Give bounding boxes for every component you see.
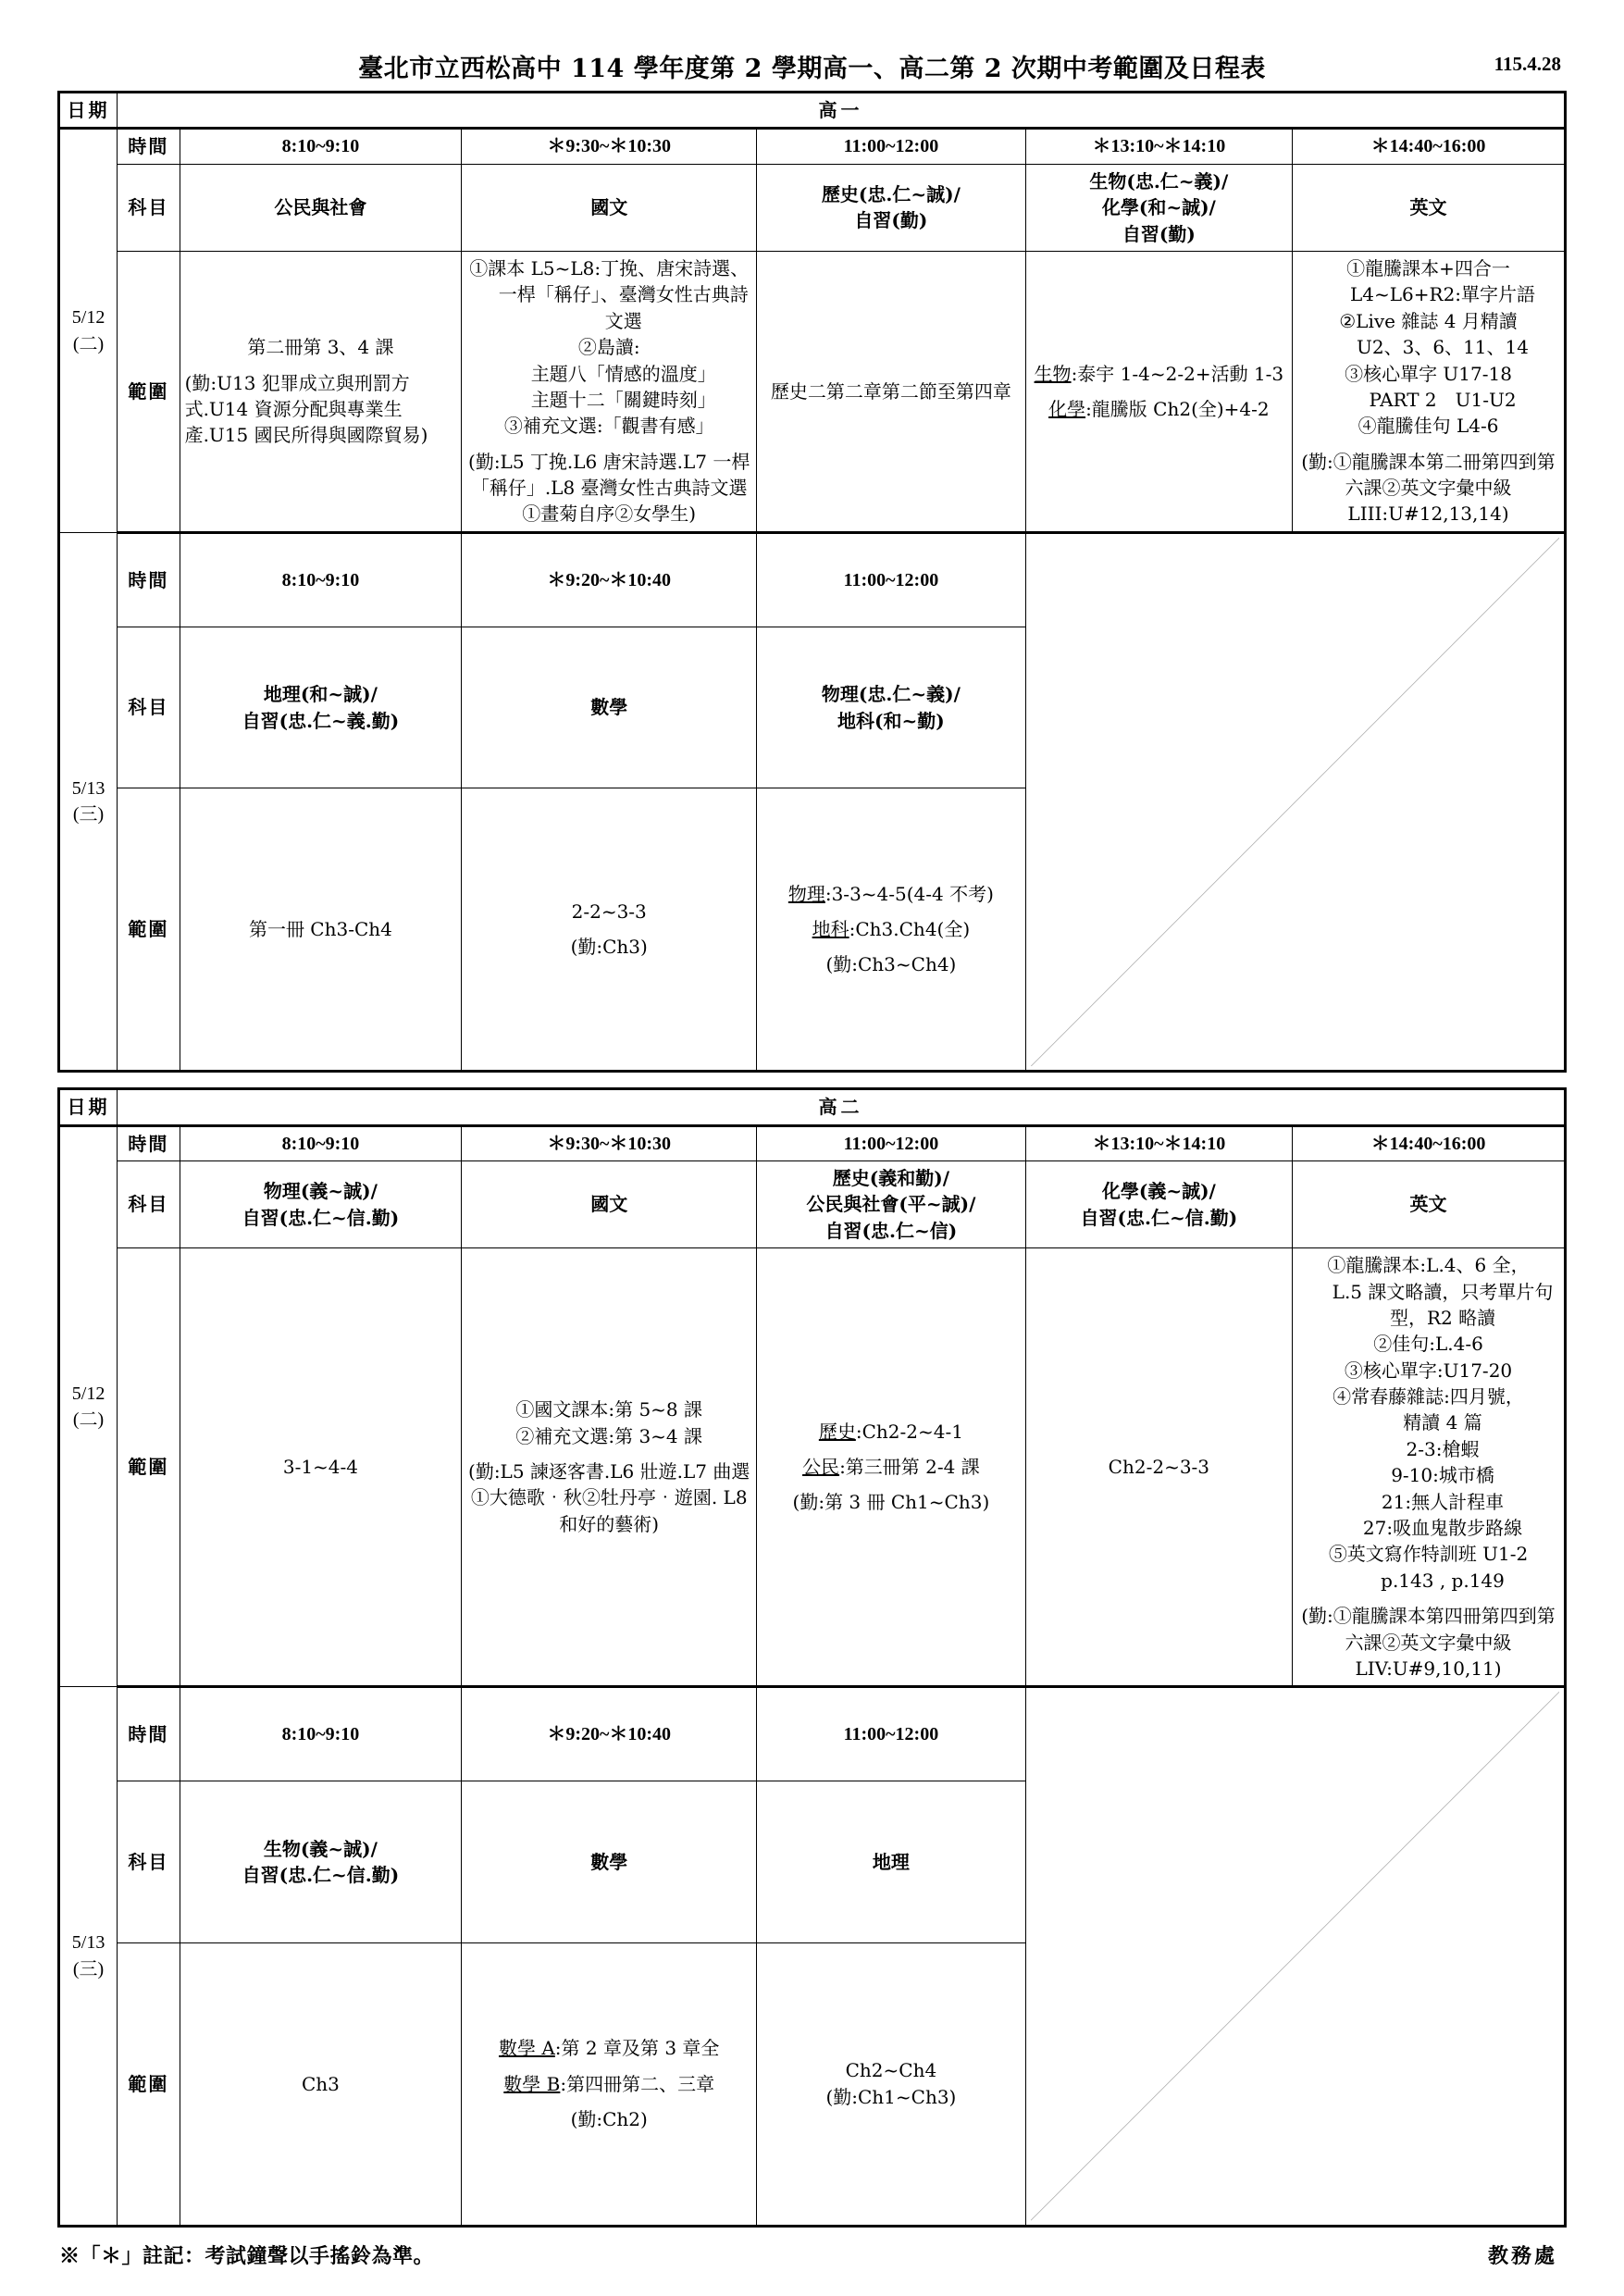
grade2-day1-time-5: ＊14:40~16:00 xyxy=(1293,1125,1566,1160)
grade1-day2-time-2: ＊9:20~＊10:40 xyxy=(462,532,757,627)
document-footer xyxy=(57,2240,1567,2277)
history-label: 歷史 xyxy=(818,1420,856,1443)
range-row-label: 範圍 xyxy=(118,1248,180,1687)
grade1-day2-range-math: 2-2~3-3 (勤:Ch3) xyxy=(462,788,757,1072)
grade2-day1-range-chemistry: Ch2-2~3-3 xyxy=(1025,1248,1292,1687)
subject-row-label: 科目 xyxy=(118,1160,180,1247)
grade1-day1-subject-2: 國文 xyxy=(462,164,757,251)
grade2-day2-time-3: 11:00~12:00 xyxy=(757,1687,1026,1781)
grade2-day1-subject-row xyxy=(59,1160,1566,1247)
chem-label: 化學 xyxy=(1048,397,1086,420)
grade1-day2-time-3: 11:00~12:00 xyxy=(757,532,1026,627)
grade2-day2-subject-2: 數學 xyxy=(462,1781,757,1943)
grade1-header-row xyxy=(59,93,1566,129)
grade1-day1-subject-row xyxy=(59,164,1566,251)
grade2-day1-subject-4: 化學(義~誠)/ 自習(忠.仁~信.勤) xyxy=(1025,1160,1292,1247)
time-row-label: 時間 xyxy=(118,129,180,164)
grade1-day2-subject-2: 數學 xyxy=(462,627,757,788)
civics-label: 公民 xyxy=(802,1456,840,1479)
grade1-day1-time-4: ＊13:10~＊14:10 xyxy=(1025,129,1292,164)
grade1-day1-range-history: 歷史二第二章第二節至第四章 xyxy=(757,251,1026,532)
grade2-header-row xyxy=(59,1089,1566,1125)
grade2-day1-subject-2: 國文 xyxy=(462,1160,757,1247)
grade2-day2-range-biology: Ch3 xyxy=(180,1942,462,2226)
subject-row-label: 科目 xyxy=(118,164,180,251)
grade2-day1-subject-1: 物理(義~誠)/ 自習(忠.仁~信.勤) xyxy=(180,1160,462,1247)
grade2-day1-range-english: ①龍騰課本:L.4、6 全， L.5 課文略讀，只考單片句型，R2 略讀 ②佳句:L.4-6 ③核心單字:U17-20 ④常春藤雜誌:四月號， 精讀 4 篇 2-3:槍蝦 9-10:城市橋 21:無人計程車 27:吸血鬼散步路線 ⑤英文寫作特訓班 U1-2 p.143 , p.149 (勤:①龍騰課本第四冊第四到第六課②英文字彙中級 LIV:U#9,10,11) xyxy=(1293,1248,1566,1687)
grade1-day1-subject-5: 英文 xyxy=(1293,164,1566,251)
grade2-title: 高二 xyxy=(118,1089,1566,1125)
grade1-day1-range-science: 生物:泰宇 1-4~2-2+活動 1-3 化學:龍騰版 Ch2(全)+4-2 xyxy=(1025,251,1292,532)
grade1-day1-time-2: ＊9:30~＊10:30 xyxy=(462,129,757,164)
grade2-day2-time-1: 8:10~9:10 xyxy=(180,1687,462,1781)
grade1-day1-subject-1: 公民與社會 xyxy=(180,164,462,251)
grade1-day2-time-row xyxy=(59,532,1566,627)
grade2-day1-date: 5/12 (二) xyxy=(59,1125,118,1687)
grade2-day2-empty-diagonal xyxy=(1025,1687,1565,2226)
time-row-label: 時間 xyxy=(118,1687,180,1781)
earth-science-label: 地科 xyxy=(812,918,849,941)
grade2-day2-time-row xyxy=(59,1687,1566,1781)
grade1-day2-subject-3: 物理(忠.仁~義)/ 地科(和~勤) xyxy=(757,627,1026,788)
grade1-day2-empty-diagonal xyxy=(1025,532,1565,1071)
issuing-office: 教務處 xyxy=(1487,2243,1557,2268)
grade2-day1-range-chinese: ①國文課本:第 5~8 課 ②補充文選:第 3~4 課 (勤:L5 諫逐客書.L6 壯遊.L7 曲選①大德歌‧秋②牡丹亭‧遊園. L8 和好的藝術) xyxy=(462,1248,757,1687)
grade1-schedule-table xyxy=(57,91,1567,1073)
table-separator xyxy=(57,1073,1567,1087)
physics-label: 物理 xyxy=(787,882,825,905)
grade1-day1-range-civics: 第二冊第 3、4 課 (勤:U13 犯罪成立與刑罰方式.U14 資源分配與專業生產.U15 國民所得與國際貿易) xyxy=(180,251,462,532)
grade1-day1-time-1: 8:10~9:10 xyxy=(180,129,462,164)
document-date: 115.4.28 xyxy=(1494,53,1561,75)
date-column-header: 日期 xyxy=(59,93,118,129)
grade2-day2-subject-3: 地理 xyxy=(757,1781,1026,1943)
grade1-day1-subject-3: 歷史(忠.仁~誠)/ 自習(勤) xyxy=(757,164,1026,251)
grade2-schedule-table xyxy=(57,1087,1567,2228)
math-a-label: 數學 A xyxy=(498,2037,555,2060)
range-row-label: 範圍 xyxy=(118,251,180,532)
grade2-day1-subject-3: 歷史(義和勤)/ 公民與社會(平~誠)/ 自習(忠.仁~信) xyxy=(757,1160,1026,1247)
grade1-day1-date: 5/12 (二) xyxy=(59,129,118,532)
grade1-day1-time-5: ＊14:40~16:00 xyxy=(1293,129,1566,164)
grade2-day1-time-1: 8:10~9:10 xyxy=(180,1125,462,1160)
grade1-day1-time-3: 11:00~12:00 xyxy=(757,129,1026,164)
grade2-day1-time-2: ＊9:30~＊10:30 xyxy=(462,1125,757,1160)
grade1-day2-time-1: 8:10~9:10 xyxy=(180,532,462,627)
grade2-day2-range-geography: Ch2~Ch4 (勤:Ch1~Ch3) xyxy=(757,1942,1026,2226)
grade2-day1-subject-5: 英文 xyxy=(1293,1160,1566,1247)
subject-row-label: 科目 xyxy=(118,627,180,788)
time-row-label: 時間 xyxy=(118,532,180,627)
asterisk-note: ※「＊」註記：考試鐘聲以手搖鈴為準。 xyxy=(59,2243,435,2268)
range-row-label: 範圍 xyxy=(118,1942,180,2226)
grade1-day1-time-row xyxy=(59,129,1566,164)
grade1-day1-range-row xyxy=(59,251,1566,532)
grade2-day2-subject-1: 生物(義~誠)/ 自習(忠.仁~信.勤) xyxy=(180,1781,462,1943)
subject-row-label: 科目 xyxy=(118,1781,180,1943)
document-header xyxy=(57,41,1567,83)
grade1-day2-range-physics-earth: 物理:3-3~4-5(4-4 不考) 地科:Ch3.Ch4(全) (勤:Ch3~Ch4) xyxy=(757,788,1026,1072)
grade1-day1-subject-4: 生物(忠.仁~義)/ 化學(和~誠)/ 自習(勤) xyxy=(1025,164,1292,251)
grade2-day2-range-math: 數學 A:第 2 章及第 3 章全 數學 B:第四冊第二、三章 (勤:Ch2) xyxy=(462,1942,757,2226)
grade2-day1-time-4: ＊13:10~＊14:10 xyxy=(1025,1125,1292,1160)
date-column-header: 日期 xyxy=(59,1089,118,1125)
grade1-day2-range-geography: 第一冊 Ch3-Ch4 xyxy=(180,788,462,1072)
grade2-day1-time-3: 11:00~12:00 xyxy=(757,1125,1026,1160)
grade1-title: 高一 xyxy=(118,93,1566,129)
grade2-day1-range-history-civics: 歷史:Ch2-2~4-1 公民:第三冊第 2-4 課 (勤:第 3 冊 Ch1~Ch3) xyxy=(757,1248,1026,1687)
grade2-day2-date: 5/13 (三) xyxy=(59,1687,118,2226)
grade2-day1-time-row xyxy=(59,1125,1566,1160)
grade1-day1-range-english: ①龍騰課本+四合一 L4~L6+R2:單字片語 ②Live 雜誌 4 月精讀 U2、3、6、11、14 ③核心單字 U17-18 PART 2 U1-U2 ④龍騰佳句 L4-6 (勤:①龍騰課本第二冊第四到第六課②英文字彙中級 LIII:U#12,13,14) xyxy=(1293,251,1566,532)
page-title: 臺北市立西松高中 114 學年度第 2 學期高一、高二第 2 次期中考範圍及日程表 xyxy=(358,55,1266,83)
time-row-label: 時間 xyxy=(118,1125,180,1160)
grade2-day1-range-physics: 3-1~4-4 xyxy=(180,1248,462,1687)
grade1-day1-range-chinese: ①課本 L5~L8:丁挽、唐宋詩選、一桿「稱仔」、臺灣女性古典詩文選 ②島讀: 主題八「情感的溫度」 主題十二「關鍵時刻」 ③補充文選:「觀書有感」 (勤:L5 丁挽.L6 唐宋詩選.L7 一桿「稱仔」.L8 臺灣女性古典詩文選①畫菊自序②女學生) xyxy=(462,251,757,532)
grade2-day2-time-2: ＊9:20~＊10:40 xyxy=(462,1687,757,1781)
math-b-label: 數學 B xyxy=(503,2072,561,2095)
bio-label: 生物 xyxy=(1034,362,1072,385)
grade2-day1-range-row xyxy=(59,1248,1566,1687)
range-row-label: 範圍 xyxy=(118,788,180,1072)
grade1-day2-subject-1: 地理(和~誠)/ 自習(忠.仁~義.勤) xyxy=(180,627,462,788)
grade1-day2-date: 5/13 (三) xyxy=(59,532,118,1071)
